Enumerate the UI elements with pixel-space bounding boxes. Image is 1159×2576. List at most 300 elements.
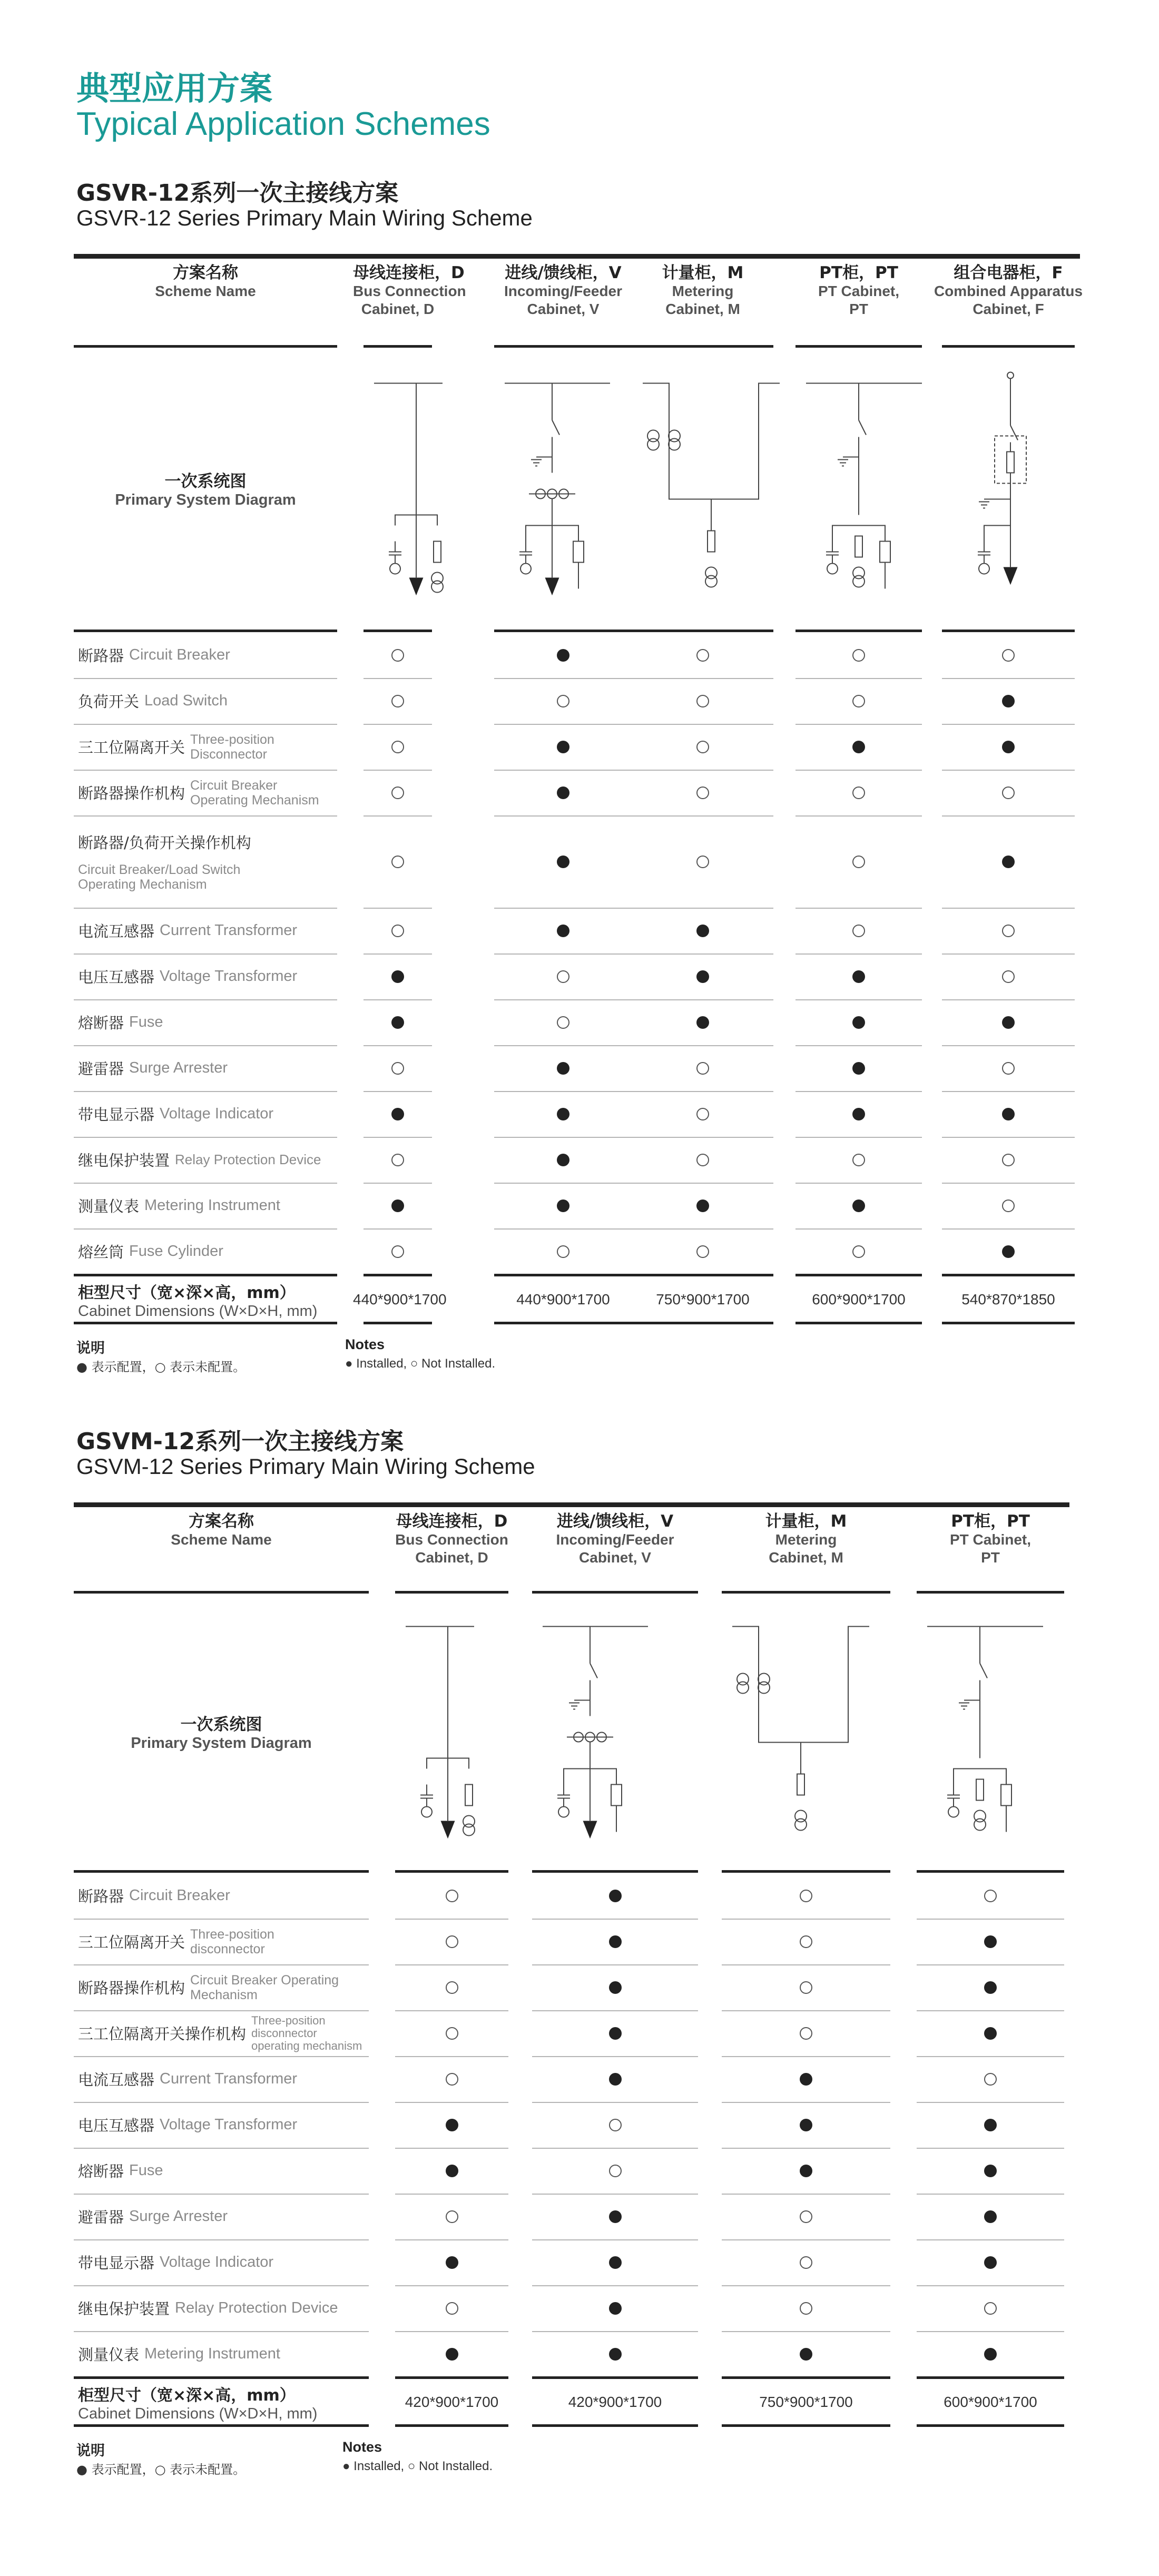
scheme-name-en: Scheme Name — [155, 283, 256, 299]
row-divider — [364, 724, 432, 725]
installed-dot — [1002, 1245, 1015, 1258]
top-rule — [74, 1502, 1069, 1507]
diagram-label-en: Primary System Diagram — [115, 491, 296, 508]
header-rule — [532, 1591, 698, 1594]
row-label — [78, 1228, 336, 1274]
row-label-en: Current Transformer — [160, 922, 298, 939]
row-label — [78, 2148, 368, 2194]
not-installed-circle — [852, 695, 865, 707]
row-divider — [532, 2056, 698, 2057]
row-divider — [364, 678, 432, 679]
dims-top-rule — [74, 1274, 337, 1276]
row-label-en: Relay Protection Device — [175, 1152, 321, 1167]
column-header-cn: 组合电器柜，F — [954, 263, 1063, 282]
row-divider — [722, 2148, 890, 2149]
row-label — [78, 2102, 368, 2148]
row-divider — [632, 678, 773, 679]
row-label — [78, 2056, 368, 2102]
diagram-label-en: Primary System Diagram — [131, 1734, 312, 1752]
installed-dot — [609, 2302, 622, 2315]
row-label — [78, 2285, 368, 2331]
row-divider — [532, 1964, 698, 1965]
installed-dot — [984, 1981, 997, 1994]
not-installed-circle — [852, 1245, 865, 1258]
row-label-en: Three-position disconnector operating mechanism — [251, 2013, 362, 2052]
installed-dot — [557, 741, 569, 753]
not-installed-circle — [391, 925, 404, 937]
not-installed-circle — [557, 1245, 569, 1258]
column-header-en: Cabinet, D — [415, 1549, 488, 1566]
primary-system-diagram-pt — [917, 1604, 1064, 1870]
row-divider — [795, 770, 922, 771]
row-label-en: Voltage Indicator — [160, 2254, 274, 2270]
not-installed-circle — [696, 695, 709, 707]
row-label-cn: 三工位隔离开关 — [78, 739, 185, 756]
row-label-en: Voltage Transformer — [160, 2116, 298, 2133]
not-installed-circle — [800, 1981, 812, 1994]
column-header — [931, 263, 1085, 318]
diagram-rule — [942, 630, 1075, 632]
row-divider — [917, 2239, 1064, 2240]
row-divider — [917, 2010, 1064, 2011]
installed-dot — [1002, 695, 1015, 707]
row-divider — [942, 1045, 1075, 1046]
row-divider — [632, 770, 773, 771]
column-header-cn: 母线连接柜，D — [353, 263, 465, 282]
not-installed-circle — [852, 925, 865, 937]
not-installed-circle — [391, 695, 404, 707]
installed-dot — [557, 1108, 569, 1120]
row-label-en: Fuse — [129, 2162, 163, 2179]
installed-dot — [609, 2210, 622, 2223]
row-label-en: Circuit Breaker/Load Switch Operating Mechanism — [78, 862, 241, 892]
primary-system-diagram-bus — [395, 1604, 508, 1870]
column-header — [484, 263, 643, 318]
row-divider — [722, 1964, 890, 1965]
not-installed-circle — [696, 856, 709, 868]
not-installed-circle — [391, 1062, 404, 1075]
column-header — [522, 1512, 709, 1567]
column-header-en: Cabinet, V — [527, 301, 600, 317]
row-divider — [494, 1137, 632, 1138]
not-installed-circle — [557, 695, 569, 707]
installed-dot — [391, 1108, 404, 1120]
row-divider — [917, 2102, 1064, 2103]
row-label-cn: 断路器/负荷开关操作机构 — [78, 834, 251, 852]
row-divider — [532, 2102, 698, 2103]
scheme-name-cn: 方案名称 — [173, 263, 238, 282]
row-divider — [942, 1137, 1075, 1138]
not-installed-circle — [696, 741, 709, 753]
diagram-label-cn: 一次系统图 — [164, 471, 247, 491]
row-label-en: Three-position disconnector — [190, 1926, 274, 1956]
not-installed-circle — [696, 1245, 709, 1258]
installed-dot — [609, 2073, 622, 2086]
installed-dot — [800, 2165, 812, 2177]
installed-dot — [696, 1199, 709, 1212]
notes-text-en: ● Installed, ○ Not Installed. — [342, 2459, 493, 2473]
row-label-en: Circuit Breaker — [129, 646, 230, 663]
page-title-en: Typical Application Schemes — [76, 106, 490, 142]
not-installed-circle — [391, 786, 404, 799]
row-divider — [395, 1919, 508, 1920]
row-divider — [494, 815, 632, 817]
row-divider — [395, 2148, 508, 2149]
column-header-en: Metering — [672, 283, 734, 299]
not-installed-circle — [446, 2210, 458, 2223]
column-header-en: PT Cabinet, — [949, 1531, 1031, 1548]
notes-title-en: Notes — [342, 2439, 382, 2455]
row-label-cn: 断路器 — [78, 647, 124, 665]
dimensions-label-en: Cabinet Dimensions (W×D×H, mm) — [78, 1303, 318, 1320]
cabinet-dimension: 750*900*1700 — [656, 1291, 750, 1307]
row-label-cn: 避雷器 — [78, 2208, 124, 2226]
row-label-en: Circuit Breaker Operating Mechanism — [190, 778, 319, 808]
row-divider — [722, 2331, 890, 2332]
not-installed-circle — [1002, 1154, 1015, 1166]
row-label-en: Surge Arrester — [129, 1059, 228, 1076]
row-label — [78, 908, 336, 953]
row-divider — [722, 2239, 890, 2240]
installed-dot — [609, 2027, 622, 2040]
diagram-label-cn: 一次系统图 — [180, 1715, 262, 1734]
dims-top-rule — [364, 1274, 432, 1276]
not-installed-circle — [1002, 786, 1015, 799]
not-installed-circle — [446, 1935, 458, 1948]
installed-dot — [609, 2256, 622, 2269]
row-label-cn: 测量仪表 — [78, 1197, 140, 1215]
not-installed-circle — [852, 856, 865, 868]
row-label-cn: 电压互感器 — [78, 2117, 155, 2135]
row-divider — [795, 953, 922, 955]
row-divider — [942, 678, 1075, 679]
row-label — [78, 1919, 368, 1964]
row-label-cn: 电压互感器 — [78, 968, 155, 986]
row-label-cn: 电流互感器 — [78, 2071, 155, 2089]
column-header — [785, 263, 932, 318]
row-divider — [632, 908, 773, 909]
diagram-label — [74, 1711, 369, 1752]
bottom-rule — [917, 2424, 1064, 2427]
installed-dot — [557, 1154, 569, 1166]
not-installed-circle — [800, 1935, 812, 1948]
installed-dot — [852, 970, 865, 983]
top-rule — [74, 254, 1080, 259]
bottom-rule — [532, 2424, 698, 2427]
row-label — [78, 1091, 336, 1137]
row-divider — [364, 999, 432, 1000]
column-header-en: Metering — [775, 1531, 837, 1548]
header-rule — [74, 345, 337, 348]
row-divider — [942, 999, 1075, 1000]
row-divider — [395, 2331, 508, 2332]
row-divider — [795, 678, 922, 679]
row-label-en: Fuse — [129, 1014, 163, 1030]
notes-text-cn: ● 表示配置，○ 表示未配置。 — [76, 2462, 246, 2477]
column-header — [622, 263, 784, 318]
row-label — [78, 1137, 336, 1183]
installed-dot — [984, 2210, 997, 2223]
section-title-cn: GSVM-12系列一次主接线方案 — [76, 1428, 404, 1455]
scheme-name-cn: 方案名称 — [189, 1512, 254, 1531]
not-installed-circle — [800, 2256, 812, 2269]
column-header-cn: 母线连接柜，D — [396, 1512, 508, 1531]
column-header-en: Cabinet, M — [769, 1549, 843, 1566]
cabinet-dimension: 600*900*1700 — [812, 1291, 906, 1307]
not-installed-circle — [800, 2302, 812, 2315]
diagram-rule — [632, 630, 773, 632]
header-rule — [917, 1591, 1064, 1594]
row-divider — [795, 999, 922, 1000]
row-divider — [722, 2285, 890, 2286]
header-rule — [795, 345, 922, 348]
row-label — [78, 2239, 368, 2285]
row-label — [78, 999, 336, 1045]
installed-dot — [984, 2165, 997, 2177]
column-header-cn: 计量柜，M — [662, 263, 744, 282]
not-installed-circle — [696, 1108, 709, 1120]
installed-dot — [852, 1199, 865, 1212]
not-installed-circle — [446, 1890, 458, 1902]
column-header — [906, 1512, 1075, 1567]
column-header-en: Bus Connection — [353, 283, 466, 299]
row-divider — [722, 2056, 890, 2057]
row-label-cn: 熔断器 — [78, 2162, 124, 2180]
primary-system-diagram-pt — [795, 358, 922, 630]
row-divider — [795, 1183, 922, 1184]
row-label-cn: 熔断器 — [78, 1014, 124, 1032]
row-divider — [632, 1045, 773, 1046]
row-label-en: Circuit Breaker Operating Mechanism — [190, 1972, 339, 2002]
row-label-en: Fuse Cylinder — [129, 1243, 223, 1260]
row-divider — [722, 1919, 890, 1920]
row-divider — [364, 908, 432, 909]
row-divider — [632, 999, 773, 1000]
column-header — [353, 263, 466, 318]
row-divider — [494, 770, 632, 771]
not-installed-circle — [1002, 1199, 1015, 1212]
not-installed-circle — [1002, 1062, 1015, 1075]
row-divider — [917, 2056, 1064, 2057]
row-divider — [532, 2239, 698, 2240]
dimensions-label — [78, 1280, 317, 1320]
scheme-name-en: Scheme Name — [171, 1531, 272, 1548]
row-divider — [494, 908, 632, 909]
row-label-en: Metering Instrument — [144, 1197, 280, 1214]
installed-dot — [609, 1890, 622, 1902]
row-label — [78, 1045, 336, 1091]
row-label — [78, 2010, 368, 2056]
row-label-cn: 继电保护装置 — [78, 1152, 170, 1169]
section-title-en: GSVR-12 Series Primary Main Wiring Scheme — [76, 205, 533, 230]
row-divider — [532, 2285, 698, 2286]
diagram-rule — [364, 630, 432, 632]
bottom-rule — [942, 1322, 1075, 1324]
row-label-cn: 断路器 — [78, 1887, 124, 1905]
row-divider — [532, 2010, 698, 2011]
column-header-cn: 进线/馈线柜，V — [556, 1512, 674, 1531]
row-divider — [942, 1091, 1075, 1092]
notes-title-cn: 说明 — [76, 2443, 105, 2459]
row-divider — [917, 1964, 1064, 1965]
not-installed-circle — [1002, 925, 1015, 937]
cabinet-dimension: 440*900*1700 — [516, 1291, 610, 1307]
column-header-en: PT Cabinet, — [818, 283, 899, 299]
row-label-cn: 继电保护装置 — [78, 2300, 170, 2318]
column-header — [711, 1512, 901, 1567]
row-divider — [494, 678, 632, 679]
row-label-cn: 熔丝筒 — [78, 1243, 124, 1261]
installed-dot — [557, 856, 569, 868]
row-divider — [917, 2194, 1064, 2195]
not-installed-circle — [852, 1154, 865, 1166]
row-label-cn: 断路器操作机构 — [78, 784, 185, 802]
diagram-rule — [532, 1870, 698, 1873]
cabinet-dimension: 420*900*1700 — [568, 2394, 662, 2410]
bottom-rule — [722, 2424, 890, 2427]
primary-system-diagram-metering — [632, 358, 773, 630]
row-divider — [395, 2285, 508, 2286]
row-divider — [917, 2148, 1064, 2149]
installed-dot — [984, 2119, 997, 2131]
not-installed-circle — [446, 2027, 458, 2040]
cabinet-dimension: 750*900*1700 — [759, 2394, 853, 2410]
row-divider — [795, 1137, 922, 1138]
not-installed-circle — [696, 649, 709, 662]
primary-system-diagram-metering — [722, 1604, 890, 1870]
installed-dot — [557, 649, 569, 662]
row-divider — [795, 1091, 922, 1092]
installed-dot — [800, 2119, 812, 2131]
installed-dot — [609, 1935, 622, 1948]
row-divider — [942, 1183, 1075, 1184]
row-divider — [632, 1228, 773, 1230]
dims-top-rule — [532, 2376, 698, 2379]
row-label-cn: 负荷开关 — [78, 693, 140, 711]
dims-top-rule — [795, 1274, 922, 1276]
column-header-en: Cabinet, F — [973, 301, 1044, 317]
diagram-rule — [395, 1870, 508, 1873]
row-label — [78, 953, 336, 999]
installed-dot — [609, 2348, 622, 2361]
column-header-cn: 计量柜，M — [765, 1512, 847, 1531]
primary-system-diagram-feeder — [532, 1604, 698, 1870]
scheme-name-header — [74, 1512, 369, 1549]
row-divider — [795, 908, 922, 909]
row-divider — [795, 1045, 922, 1046]
row-divider — [942, 815, 1075, 817]
dims-top-rule — [722, 2376, 890, 2379]
row-label-en: Voltage Indicator — [160, 1105, 274, 1122]
installed-dot — [557, 925, 569, 937]
row-divider — [917, 2285, 1064, 2286]
bottom-rule — [74, 1322, 337, 1324]
not-installed-circle — [609, 2165, 622, 2177]
installed-dot — [391, 1016, 404, 1029]
installed-dot — [1002, 1016, 1015, 1029]
row-divider — [494, 1228, 632, 1230]
installed-dot — [391, 970, 404, 983]
installed-dot — [984, 1935, 997, 1948]
row-divider — [364, 1183, 432, 1184]
not-installed-circle — [800, 1890, 812, 1902]
row-label-en: Current Transformer — [160, 2070, 298, 2087]
installed-dot — [446, 2165, 458, 2177]
column-header-en: PT — [981, 1549, 1000, 1566]
row-divider — [632, 953, 773, 955]
installed-dot — [446, 2119, 458, 2131]
row-label — [78, 2331, 368, 2377]
row-divider — [364, 1228, 432, 1230]
header-rule — [395, 1591, 508, 1594]
not-installed-circle — [446, 1981, 458, 1994]
not-installed-circle — [984, 2302, 997, 2315]
row-divider — [532, 2331, 698, 2332]
dimensions-label-cn: 柜型尺寸（宽×深×高，mm） — [78, 2386, 296, 2405]
row-divider — [364, 770, 432, 771]
row-divider — [532, 2194, 698, 2195]
row-divider — [722, 2102, 890, 2103]
not-installed-circle — [800, 2210, 812, 2223]
row-divider — [632, 1183, 773, 1184]
column-header-en: Combined Apparatus — [934, 283, 1083, 299]
cabinet-dimension: 420*900*1700 — [405, 2394, 499, 2410]
installed-dot — [852, 1062, 865, 1075]
row-divider — [494, 724, 632, 725]
row-divider — [632, 1137, 773, 1138]
dims-top-rule — [917, 2376, 1064, 2379]
header-rule — [942, 345, 1075, 348]
row-divider — [395, 2010, 508, 2011]
row-label — [78, 770, 336, 815]
installed-dot — [852, 1016, 865, 1029]
diagram-rule — [722, 1870, 890, 1873]
not-installed-circle — [696, 1154, 709, 1166]
page-title-cn: 典型应用方案 — [76, 69, 273, 107]
not-installed-circle — [609, 2119, 622, 2131]
row-divider — [364, 953, 432, 955]
column-header-en: Incoming/Feeder — [556, 1531, 674, 1548]
diagram-label — [74, 468, 337, 509]
not-installed-circle — [391, 649, 404, 662]
diagram-rule — [494, 630, 632, 632]
installed-dot — [800, 2073, 812, 2086]
dims-top-rule — [74, 2376, 369, 2379]
row-divider — [632, 724, 773, 725]
row-divider — [494, 1091, 632, 1092]
installed-dot — [446, 2348, 458, 2361]
not-installed-circle — [696, 786, 709, 799]
not-installed-circle — [984, 2073, 997, 2086]
installed-dot — [852, 741, 865, 753]
installed-dot — [391, 1199, 404, 1212]
cabinet-dimension: 540*870*1850 — [961, 1291, 1055, 1307]
row-label-cn: 测量仪表 — [78, 2346, 140, 2364]
row-divider — [942, 1228, 1075, 1230]
column-header-cn: PT柜，PT — [951, 1512, 1030, 1531]
not-installed-circle — [391, 1245, 404, 1258]
header-rule — [722, 1591, 890, 1594]
row-label — [78, 2194, 368, 2239]
not-installed-circle — [1002, 649, 1015, 662]
row-label-en: Three-position Disconnector — [190, 732, 274, 762]
row-divider — [795, 815, 922, 817]
row-label-en: Load Switch — [144, 692, 228, 709]
row-divider — [795, 1228, 922, 1230]
row-label-cn: 电流互感器 — [78, 922, 155, 940]
row-divider — [494, 1045, 632, 1046]
row-label-cn: 带电显示器 — [78, 1106, 155, 1124]
